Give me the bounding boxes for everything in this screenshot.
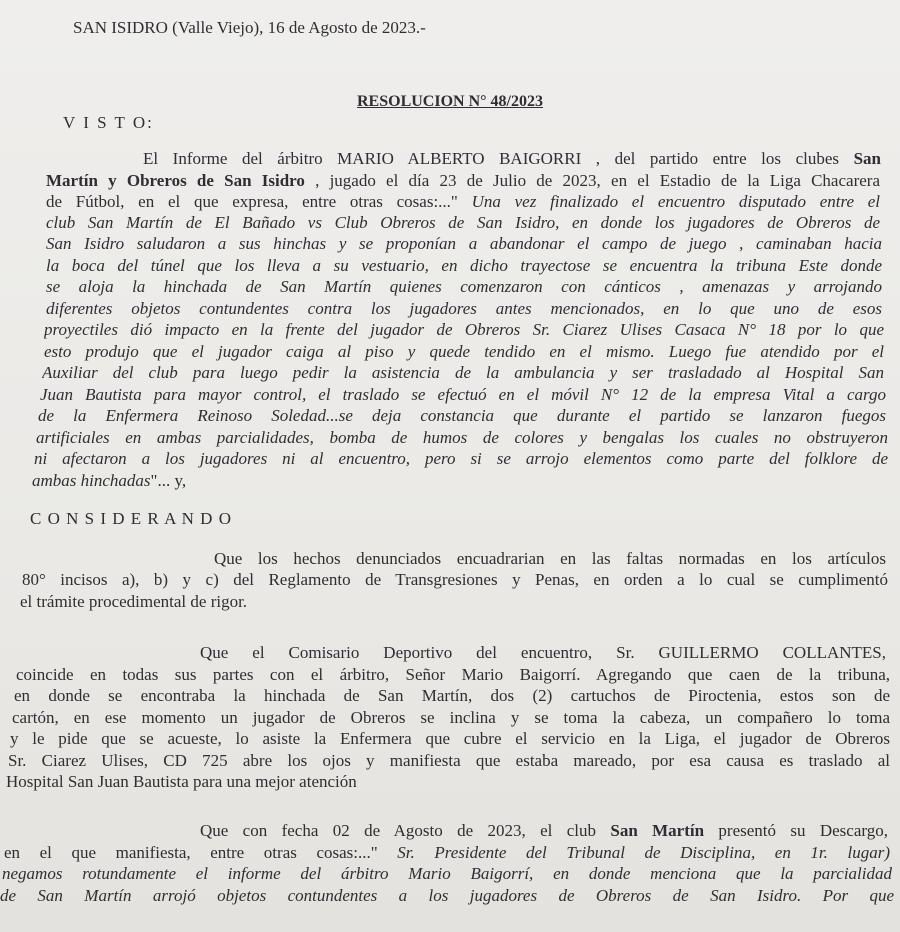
text-line [200, 643, 886, 663]
text-run: esto produjo que el jugador caiga al piso y quede tendido en el mismo. Luego fue atendido por el [44, 342, 884, 361]
text-run: cartón, en ese momento un jugador de Obreros se inclina y se toma la cabeza, un compañero lo toma [12, 708, 890, 727]
text-run: se aloja la hinchada de San Martín quienes comenzaron con cánticos , amenazas y arrojando [46, 277, 882, 296]
text-line [143, 149, 881, 169]
text-run: de Fútbol, en el que expresa, entre otras cosas:..." [46, 192, 472, 211]
text-line [10, 729, 890, 749]
text-run: "... y, [150, 471, 187, 490]
text-line [200, 821, 888, 841]
text-run: , jugado el día 23 de Julio de 2023, en el Estadio de la Liga Chacarera [304, 171, 880, 190]
text-run: Hospital San Juan Bautista para una mejor atención [6, 772, 357, 791]
text-run: club San Martín de El Bañado vs Club Obreros de San Isidro, en donde los jugadores de Obreros de [46, 213, 880, 232]
text-line [14, 686, 890, 706]
text-run: El Informe del árbitro MARIO ALBERTO BAIGORRI , del partido entre los clubes [143, 149, 854, 168]
text-run: Que el Comisario Deportivo del encuentro, Sr. GUILLERMO COLLANTES, [200, 643, 886, 662]
text-line [36, 428, 888, 448]
considerando-heading: C O N S I D E R A N D O [30, 509, 232, 528]
text-line [46, 213, 880, 233]
text-line [38, 406, 886, 426]
text-line [32, 471, 186, 491]
text-run: proyectiles dió impacto en la frente del jugador de Obreros Sr. Ciarez Ulises Casaca N° 18 por lo que [44, 320, 884, 339]
text-run: Una vez finalizado el encuentro disputado entre el [471, 192, 880, 211]
text-line [0, 886, 894, 906]
text-line [46, 171, 880, 191]
text-run: Que con fecha 02 de Agosto de 2023, el club [200, 821, 611, 840]
text-line [44, 320, 884, 340]
header-place-date: SAN ISIDRO (Valle Viejo), 16 de Agosto de 2023.- [73, 18, 426, 37]
text-line [42, 363, 884, 383]
text-run: negamos rotundamente el informe del árbitro Mario Baigorrí, en donde menciona que la parcialidad [2, 864, 892, 883]
text-line [34, 449, 888, 469]
text-run: Sr. Presidente del Tribunal de Disciplina, en 1r. lugar) [397, 843, 890, 862]
text-run: coincide en todas sus partes con el árbitro, Señor Mario Baigorrí. Agregando que caen de la tribuna, [16, 665, 890, 684]
text-run: presentó su Descargo, [704, 821, 888, 840]
text-run: San Isidro saludaron a sus hinchas y se proponían a abandonar el campo de juego , caminaban hacia [46, 234, 882, 253]
text-line [40, 385, 886, 405]
text-run: en donde se encontraba la hinchada de San Martín, dos (2) cartuchos de Piroctenia, estos son de [14, 686, 890, 705]
visto-heading: V I S T O: [63, 113, 154, 132]
text-line [4, 843, 890, 863]
text-line [46, 299, 882, 319]
text-run: de San Martín arrojó objetos contundentes a los jugadores de Obreros de San Isidro. Por que [0, 886, 894, 905]
text-line [46, 192, 880, 212]
text-run: ambas hinchadas [32, 471, 151, 490]
text-run: la boca del túnel que los lleva a su vestuario, en dicho trayectose se encuentra la tribuna Este donde [46, 256, 882, 275]
text-run: y le pide que se acueste, lo asiste la Enfermera que cubre el servicio en la Liga, el jugador de Obreros [10, 729, 890, 748]
text-run: Martín y Obreros de San Isidro [46, 171, 305, 190]
text-run: Juan Bautista para mayor control, el traslado se efectuó en el móvil N° 12 de la empresa Vital a cargo [40, 385, 886, 404]
text-line [46, 256, 882, 276]
text-run: en el que manifiesta, entre otras cosas:..." [4, 843, 398, 862]
text-line [2, 864, 892, 884]
text-run: artificiales en ambas parcialidades, bomba de humos de colores y bengalas los cuales no obstruyeron [36, 428, 888, 447]
text-run: Auxiliar del club para luego pedir la asistencia de la ambulancia y ser trasladado al Hospital San [42, 363, 884, 382]
text-line [8, 751, 890, 771]
text-line [16, 665, 890, 685]
text-line [22, 570, 888, 590]
text-run: San Martín [610, 821, 705, 840]
text-line [46, 234, 882, 254]
text-line [44, 342, 884, 362]
text-line [214, 549, 886, 569]
text-line [20, 592, 247, 612]
text-run: ni afectaron a los jugadores ni al encuentro, pero si se arrojo elementos como parte del folklore de [34, 449, 888, 468]
text-run: 80° incisos a), b) y c) del Reglamento de Transgresiones y Penas, en orden a lo cual se cumplimentó [22, 570, 888, 589]
text-run: de la Enfermera Reinoso Soledad...se deja constancia que durante el partido se lanzaron fuegos [38, 406, 886, 425]
text-run: Que los hechos denunciados encuadrarian en las faltas normadas en los artículos [214, 549, 886, 568]
text-run: el trámite procedimental de rigor. [20, 592, 248, 611]
text-run: diferentes objetos contundentes contra los jugadores antes mencionados, en lo que uno de esos [46, 299, 882, 318]
text-run: Sr. Ciarez Ulises, CD 725 abre los ojos y manifiesta que estaba mareado, por esa causa es traslado al [8, 751, 890, 770]
text-line [12, 708, 890, 728]
text-line [46, 277, 882, 297]
text-line [6, 772, 357, 792]
text-run: San [853, 149, 881, 168]
resolution-title: RESOLUCION N° 48/2023 [357, 93, 543, 110]
